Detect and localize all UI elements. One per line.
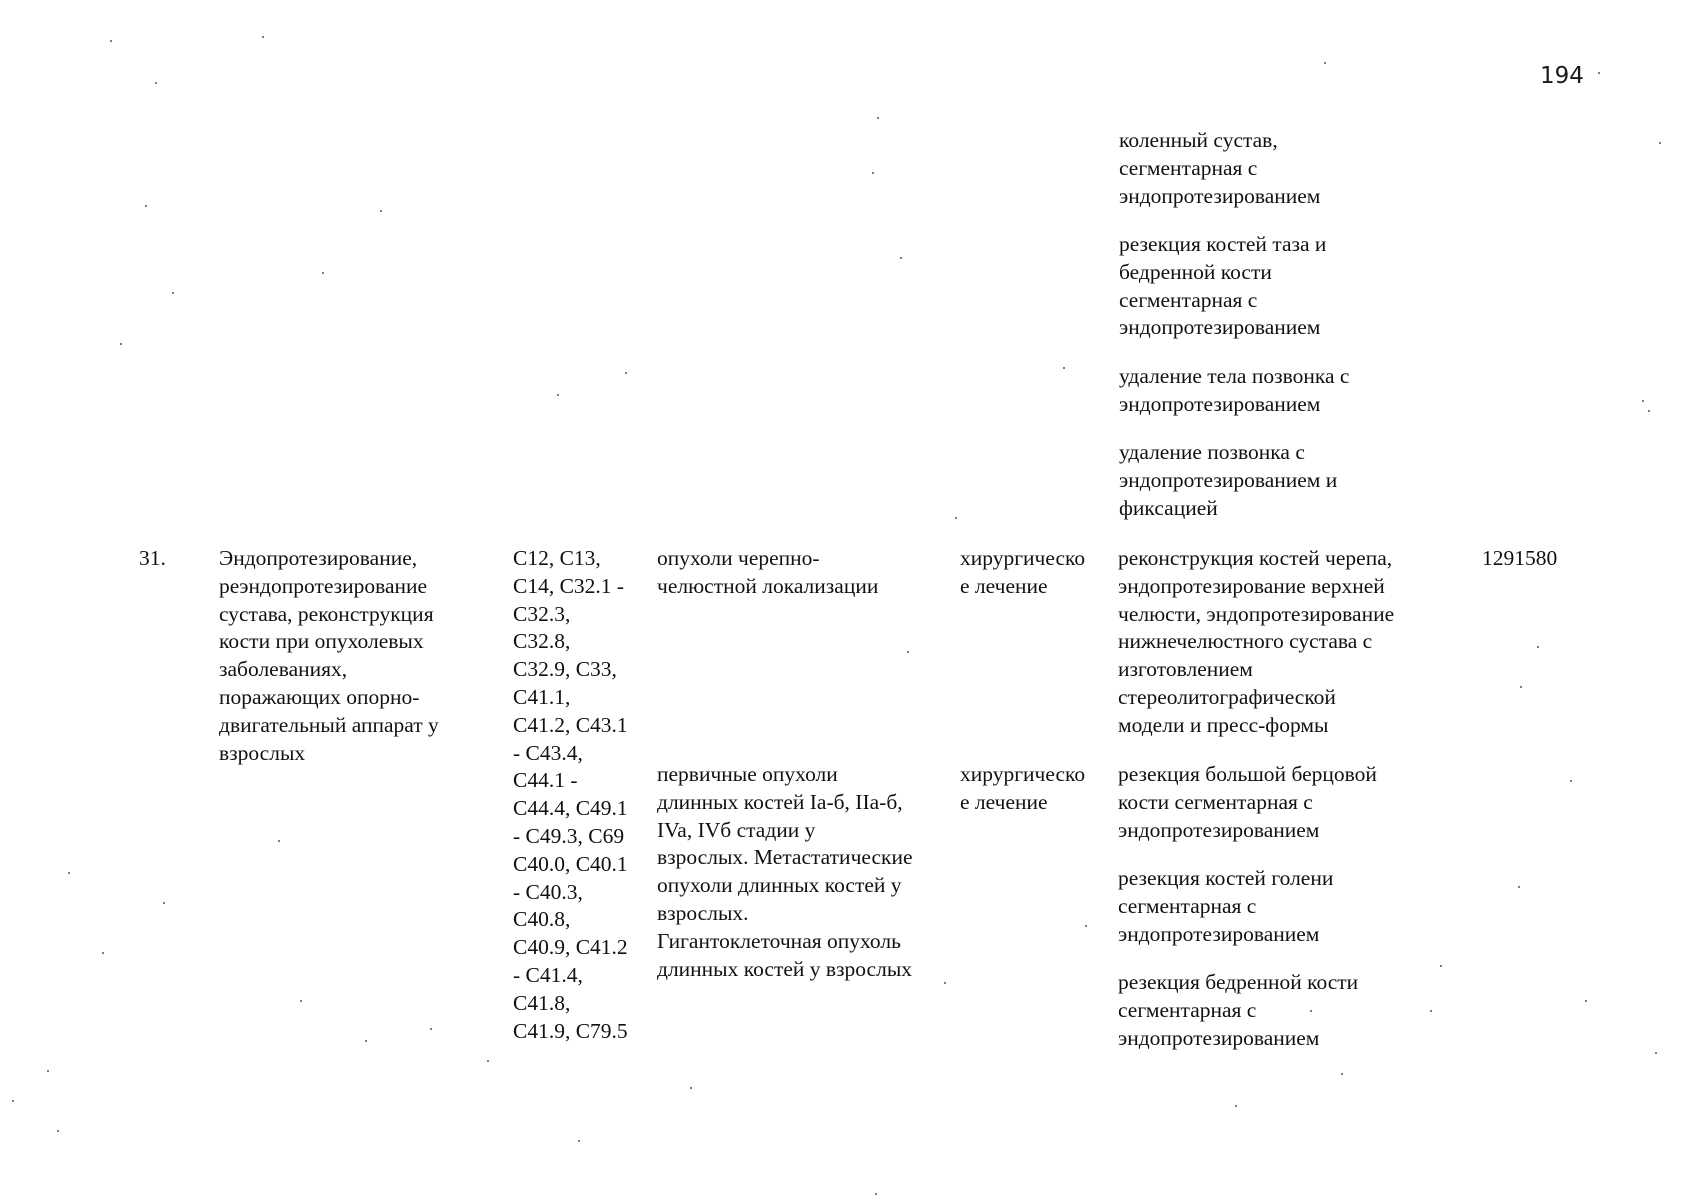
scan-speck [1659,142,1661,144]
scan-speck [872,172,874,174]
scan-speck [1430,1010,1432,1012]
scan-speck [1440,965,1442,967]
scan-speck [1648,410,1650,412]
scan-speck [690,1087,692,1089]
scan-speck [1324,62,1326,64]
carryover-method: удаление позвонка с эндопротезированием и фиксацией [1119,440,1338,520]
scan-speck [1063,367,1065,369]
treatment-method: реконструкция костей черепа, эндопротезирование верхней челюсти, эндопротезирование нижнечелюстного сустава с изготовлением стереолитографической модели и пресс-формы [1118,546,1395,737]
scan-speck [102,952,104,954]
scan-speck [1085,925,1087,927]
scan-speck [155,82,157,84]
scan-speck [47,1070,49,1072]
procedure-name: Эндопротезирование, реэндопротезирование сустава, реконструкция кости при опухолевых заболеваниях, поражающих опорно- двигательный аппарат у взрослых [219,546,439,765]
treatment-method: резекция большой берцовой кости сегментарная с эндопротезированием [1118,762,1377,842]
scan-speck [172,292,174,294]
scan-speck [262,36,264,38]
scan-speck [557,394,559,396]
patient-model: опухоли черепно- челюстной локализации [657,546,879,598]
icd-codes: C12, C13, C14, C32.1 - C32.3, C32.8, C32.9, C33, C41.1, C41.2, C43.1 - C43.4, C44.1 - C44.4, C49.1 - C49.3, C69 C40.0, C40.1 - C40.3, C40.8, C40.9, C41.2 - C41.4, C41.8, C41.9, C79.5 [513,546,628,1043]
carryover-method: резекция костей таза и бедренной кости сегментарная с эндопротезированием [1119,232,1327,340]
scan-speck [1585,1000,1587,1002]
scan-speck [487,1060,489,1062]
scan-speck [430,1028,432,1030]
scan-speck [365,1040,367,1042]
scan-speck [145,205,147,207]
patient-model: первичные опухоли длинных костей Ia-б, IIa-б, IVa, IVб стадии у взрослых. Метастатические опухоли длинных костей у взрослых. Гигантоклеточная опухоль длинных костей у взрослых [657,762,913,981]
cost-value: 1291580 [1482,546,1558,570]
scan-speck [1642,400,1644,402]
scan-speck [944,982,946,984]
scan-speck [57,1130,59,1132]
scan-speck [907,651,909,653]
scan-speck [875,1193,877,1195]
scan-speck [380,210,382,212]
treatment-method: резекция бедренной кости сегментарная с эндопротезированием [1118,970,1359,1050]
scan-speck [900,257,902,259]
scan-speck [877,117,879,119]
scan-speck [1518,886,1520,888]
scan-speck [1520,686,1522,688]
page-number: 194 [1540,63,1584,89]
carryover-method: коленный сустав, сегментарная с эндопротезированием [1119,128,1321,208]
scan-speck [1537,646,1539,648]
scan-speck [300,1000,302,1002]
scan-speck [625,372,627,374]
scan-speck [322,272,324,274]
scan-speck [1598,72,1600,74]
carryover-method: удаление тела позвонка с эндопротезированием [1119,364,1350,416]
row-number: 31. [139,546,166,570]
scan-speck [1341,1073,1343,1075]
scan-speck [278,840,280,842]
scan-speck [120,343,122,345]
scan-speck [163,902,165,904]
scan-speck [12,1100,14,1102]
scan-speck [68,872,70,874]
scan-speck [578,1140,580,1142]
scan-speck [955,517,957,519]
scan-speck [1235,1105,1237,1107]
scan-speck [110,40,112,42]
treatment-method: резекция костей голени сегментарная с эндопротезированием [1118,866,1334,946]
treatment-type: хирургическо е лечение [960,762,1086,814]
scan-speck [1310,1010,1312,1012]
scan-speck [1655,1052,1657,1054]
treatment-type: хирургическо е лечение [960,546,1086,598]
scan-speck [1570,780,1572,782]
